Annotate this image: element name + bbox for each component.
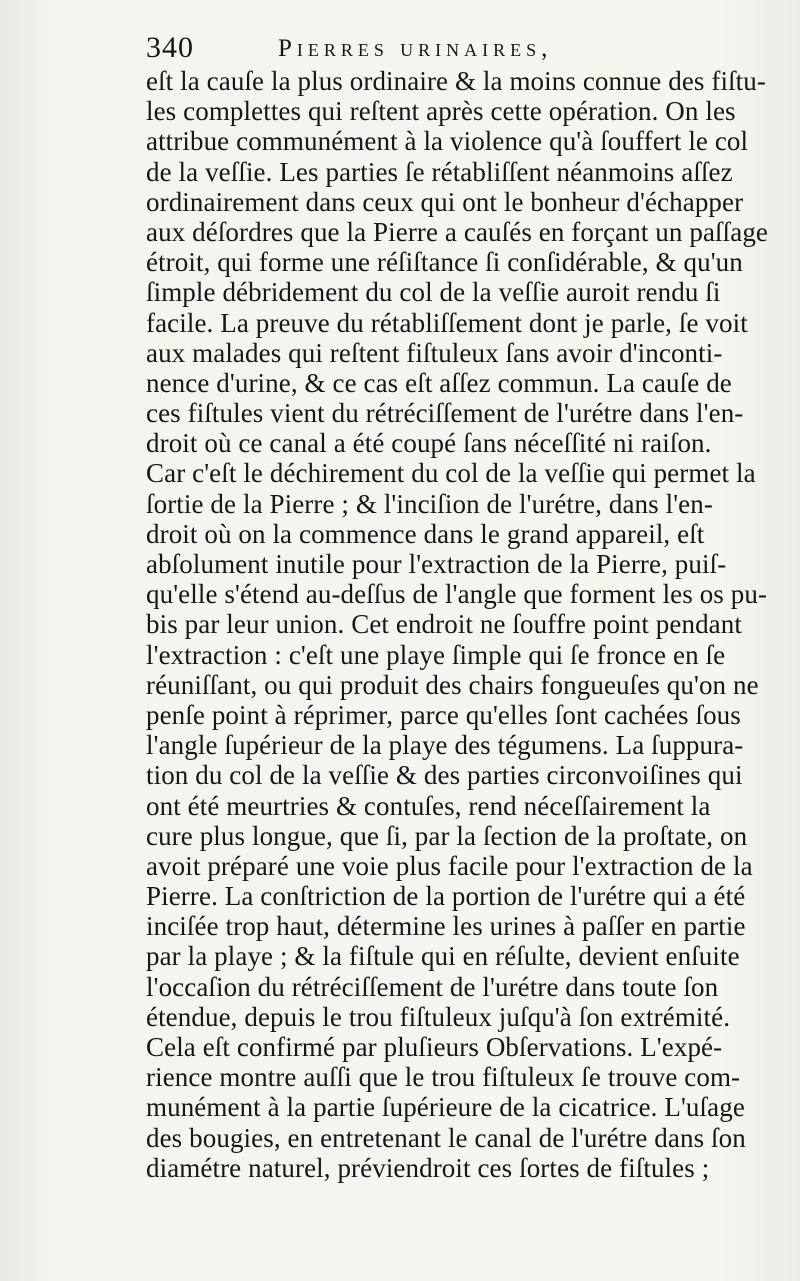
text-line: diamétre naturel, préviendroit ces ſortes de fiſtules ; bbox=[146, 1152, 710, 1183]
text-line: rience montre auſſi que le trou fiſtuleux ſe trouve com- bbox=[146, 1062, 741, 1093]
text-line: étroit, qui forme une réſiſtance ſi conſidérable, & qu'un bbox=[146, 247, 743, 278]
text-line: Pierre. La conſtriction de la portion de l'urétre qui a été bbox=[146, 881, 746, 912]
text-line: ſortie de la Pierre ; & l'inciſion de l'urétre, dans l'en- bbox=[146, 488, 713, 519]
text-line: cure plus longue, que ſi, par la ſection de la proſtate, on bbox=[146, 820, 748, 851]
text-line: bis par leur union. Cet endroit ne ſouffre point pendant bbox=[146, 609, 742, 640]
text-line: ordinairement dans ceux qui ont le bonheur d'échapper bbox=[146, 186, 744, 217]
text-line: l'angle ſupérieur de la playe des tégumens. La ſuppura- bbox=[146, 730, 744, 761]
text-line: attribue communément à la violence qu'à ſouffert le col bbox=[146, 126, 749, 157]
text-line: droit où ce canal a été coupé ſans néceſſité ni raiſon. bbox=[146, 428, 712, 459]
text-line: droit où on la commence dans le grand appareil, eſt bbox=[146, 518, 705, 549]
running-title: Pierres urinaires, bbox=[278, 35, 553, 62]
text-line: penſe point à réprimer, parce qu'elles ſont cachées ſous bbox=[146, 699, 741, 730]
text-line: munément à la partie ſupérieure de la cicatrice. L'uſage bbox=[146, 1092, 745, 1123]
text-line: qu'elle s'étend au-deſſus de l'angle que forment les os pu- bbox=[146, 579, 768, 610]
text-line: ont été meurtries & contuſes, rend néceſſairement la bbox=[146, 790, 711, 821]
text-line: tion du col de la veſſie & des parties circonvoiſines qui bbox=[146, 760, 743, 791]
text-line: aux malades qui reſtent fiſtuleux ſans avoir d'inconti- bbox=[146, 337, 723, 368]
text-line: eſt la cauſe la plus ordinaire & la moins connue des fiſtu- bbox=[146, 66, 766, 96]
text-line: étendue, depuis le trou fiſtuleux juſqu'à ſon extrémité. bbox=[146, 1001, 731, 1032]
text-line: avoit préparé une voie plus facile pour l'extraction de la bbox=[146, 850, 753, 881]
text-line: des bougies, en entretenant le canal de l'urétre dans ſon bbox=[146, 1122, 746, 1153]
body-text bbox=[146, 66, 800, 1183]
page-number: 340 bbox=[146, 31, 194, 64]
running-head bbox=[146, 30, 786, 66]
text-line: Car c'eſt le déchirement du col de la veſſie qui permet la bbox=[146, 458, 756, 489]
text-line: par la playe ; & la fiſtule qui en réſulte, devient enſuite bbox=[146, 941, 740, 972]
text-line: abſolument inutile pour l'extraction de la Pierre, puiſ- bbox=[146, 549, 727, 579]
text-line: inciſée trop haut, détermine les urines à paſſer en partie bbox=[146, 911, 746, 942]
text-line: réuniſſant, ou qui produit des chairs fongueuſes qu'on ne bbox=[146, 669, 759, 700]
text-line: ſimple débridement du col de la veſſie auroit rendu ſi bbox=[146, 277, 721, 308]
text-line: l'occaſion du rétréciſſement de l'urétre dans toute ſon bbox=[146, 971, 719, 1002]
text-line: les complettes qui reſtent après cette opération. On les bbox=[146, 96, 736, 127]
text-line: l'extraction : c'eſt une playe ſimple qui ſe fronce en ſe bbox=[146, 639, 726, 670]
text-line: nence d'urine, & ce cas eſt aſſez commun. La cauſe de bbox=[146, 367, 732, 398]
text-line: Cela eſt confirmé par pluſieurs Obſervations. L'expé- bbox=[146, 1032, 723, 1062]
text-line: facile. La preuve du rétabliſſement dont je parle, ſe voit bbox=[146, 307, 748, 338]
text-line: ces fiſtules vient du rétréciſſement de l'urétre dans l'en- bbox=[146, 398, 744, 429]
text-line: aux déſordres que la Pierre a cauſés en forçant un paſſage bbox=[146, 216, 769, 247]
text-line: de la veſſie. Les parties ſe rétabliſſent néanmoins aſſez bbox=[146, 156, 733, 187]
